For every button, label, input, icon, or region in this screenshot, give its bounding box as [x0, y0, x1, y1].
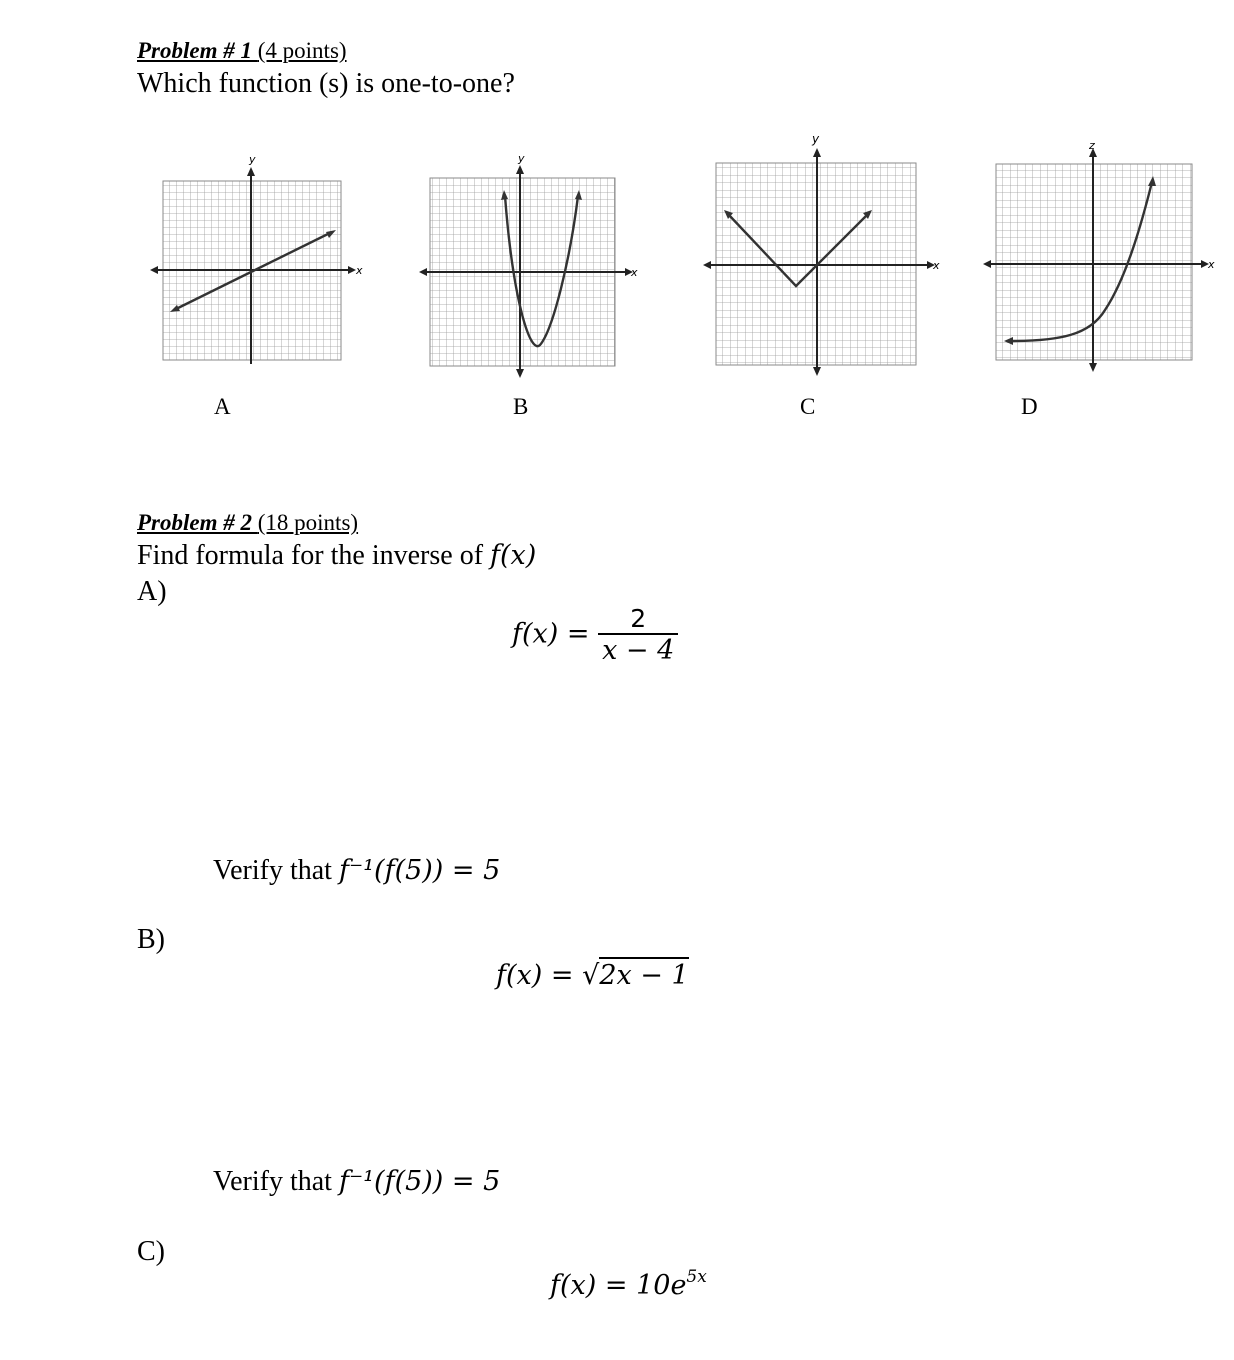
part-b-equation — [496, 960, 689, 991]
part-b-lhs: f(x) = — [496, 960, 574, 991]
verify-a-text: Verify that — [213, 855, 332, 886]
graph-c-y-label: y — [812, 132, 820, 146]
graph-d-x-label: x — [1208, 258, 1215, 271]
verify-a-expr: f⁻¹(f(5)) = 5 — [338, 855, 501, 886]
part-b-label: B) — [137, 924, 165, 955]
part-c-lhs: f(x) = 10 — [550, 1270, 671, 1301]
part-a-denominator: x − 4 — [602, 635, 675, 666]
verify-b-expr: f⁻¹(f(5)) = 5 — [338, 1166, 501, 1197]
graph-c-label: C — [800, 394, 816, 419]
problem-2-points: (18 points) — [257, 510, 359, 535]
instruction-function: f(x) — [490, 540, 537, 571]
graph-a-x-label: x — [356, 264, 363, 277]
part-b-radicand: 2x − 1 — [599, 957, 688, 991]
graph-a-y-label: y — [249, 153, 256, 166]
graph-a — [148, 150, 363, 370]
graph-d — [980, 140, 1220, 375]
problem-2-instruction — [137, 540, 536, 572]
graph-a-label: A — [214, 394, 231, 419]
part-a-lhs: f(x) = — [512, 618, 590, 650]
part-c-exponent: 5x — [686, 1267, 707, 1287]
graph-b-x-label: x — [631, 266, 638, 279]
part-c-base: e — [670, 1270, 687, 1301]
graph-d-y-label: z — [1089, 139, 1095, 152]
problem-1-number: Problem # 1 — [137, 38, 252, 63]
graph-d-label: D — [1021, 394, 1038, 419]
part-a-equation — [512, 604, 678, 666]
verify-b — [213, 1166, 500, 1198]
graph-b — [418, 150, 640, 380]
problem-1-question: Which function (s) is one-to-one? — [137, 68, 515, 99]
part-a-label: A) — [137, 576, 167, 607]
instruction-text: Find formula for the inverse of — [137, 540, 484, 571]
sqrt-symbol: √ — [582, 960, 600, 991]
verify-a — [213, 855, 500, 887]
part-a-numerator: 2 — [598, 604, 678, 635]
graph-c — [700, 130, 945, 380]
graph-b-y-label: y — [518, 152, 525, 165]
problem-1-heading — [137, 38, 347, 64]
verify-b-text: Verify that — [213, 1166, 332, 1197]
graph-c-x-label: x — [933, 259, 940, 272]
part-a-fraction — [598, 604, 678, 666]
graph-b-label: B — [513, 394, 529, 419]
part-c-label: C) — [137, 1236, 165, 1267]
problem-2-heading — [137, 510, 358, 536]
problem-2-number: Problem # 2 — [137, 510, 252, 535]
problem-1-points: (4 points) — [257, 38, 347, 63]
part-c-equation — [550, 1267, 707, 1301]
